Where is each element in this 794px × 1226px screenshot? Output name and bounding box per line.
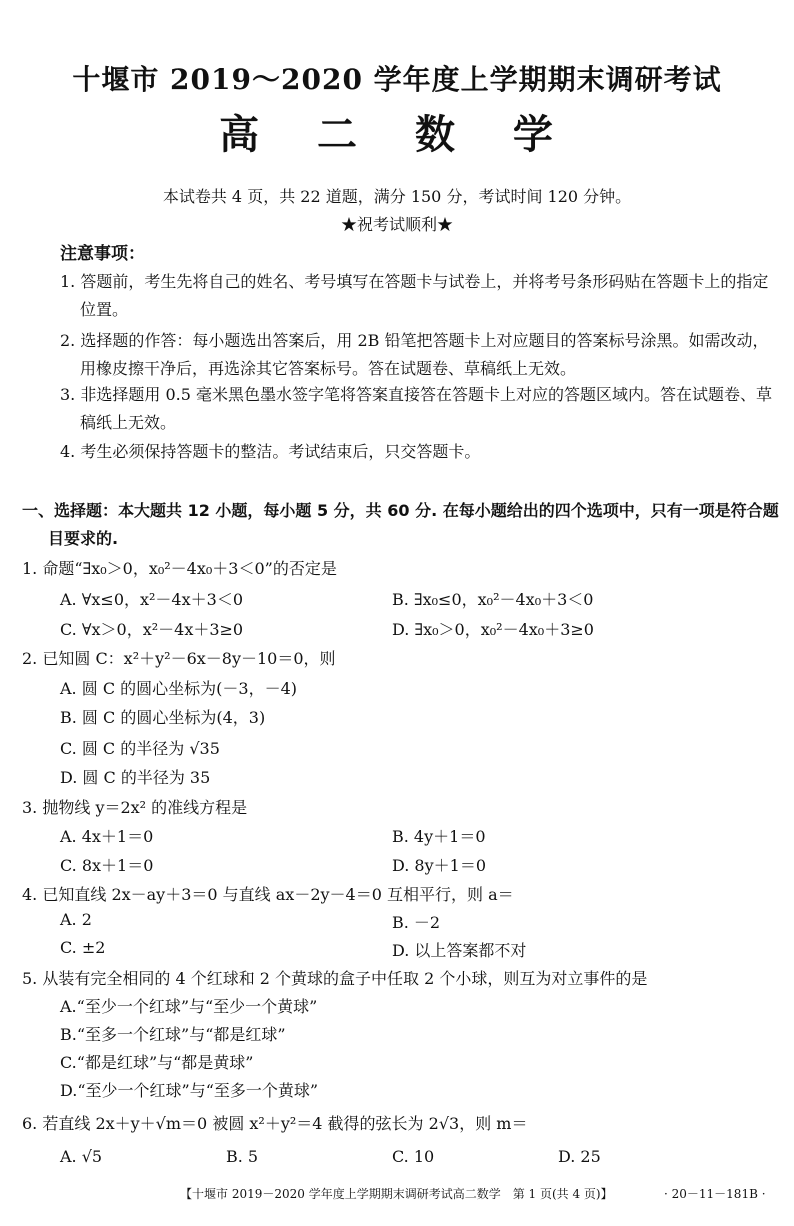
question-3-option-b: B. 4y＋1＝0: [392, 827, 486, 846]
question-4-option-c: C. ±2: [60, 938, 106, 957]
note-item-1: [60, 268, 780, 324]
question-3-option-d: D. 8y＋1＝0: [392, 856, 487, 875]
note-text: 3. 非选择题用 0.5 毫米黑色墨水签字笔将答案直接答在答题卡上对应的答题区域内。答在试题卷、草稿纸上无效。: [60, 385, 772, 432]
question-2-stem: 2. 已知圆 C：x²＋y²－6x－8y－10＝0，则: [22, 649, 336, 668]
question-5-stem: 5. 从装有完全相同的 4 个红球和 2 个黄球的盒子中任取 2 个小球，则互为对立事件的是: [22, 969, 648, 988]
question-2-option-b: B. 圆 C 的圆心坐标为(4，3): [60, 708, 266, 727]
question-5-option-c: C.“都是红球”与“都是黄球”: [60, 1053, 254, 1072]
question-5-option-a: A.“至少一个红球”与“至少一个黄球”: [60, 997, 318, 1016]
notes-heading: 注意事项：: [60, 244, 145, 264]
note-item-3: [60, 381, 780, 437]
question-5-option-d: D.“至少一个红球”与“至多一个黄球”: [60, 1081, 319, 1100]
exam-title: 十堰市 2019～2020 学年度上学期期末调研考试: [72, 63, 722, 96]
note-text: 1. 答题前，考生先将自己的姓名、考号填写在答题卡与试卷上，并将考号条形码贴在答题卡上的指定位置。: [60, 272, 769, 319]
question-4-option-a: A. 2: [60, 910, 92, 929]
footer-code: · 20－11－181B ·: [664, 1187, 766, 1201]
section-heading: [22, 497, 782, 553]
question-1-option-a: A. ∀x≤0，x²－4x＋3＜0: [60, 590, 243, 609]
question-4-option-b: B. －2: [392, 913, 441, 932]
footer-page-info: 【十堰市 2019－2020 学年度上学期期末调研考试高二数学 第 1 页(共 4 页)】: [180, 1187, 613, 1201]
question-3-option-a: A. 4x＋1＝0: [60, 827, 154, 846]
exam-info: 本试卷共 4 页，共 22 道题，满分 150 分，考试时间 120 分钟。: [162, 187, 632, 206]
note-item-2: [60, 327, 780, 383]
question-3-option-c: C. 8x＋1＝0: [60, 856, 154, 875]
question-4-stem: 4. 已知直线 2x－ay＋3＝0 与直线 ax－2y－4＝0 互相平行，则 a＝: [22, 885, 514, 904]
note-item-4: [60, 438, 780, 466]
question-1-option-c: C. ∀x＞0，x²－4x＋3≥0: [60, 620, 244, 639]
question-6-stem: 6. 若直线 2x＋y＋√m＝0 被圆 x²＋y²＝4 截得的弦长为 2√3，则 m＝: [22, 1114, 528, 1133]
note-text: 4. 考生必须保持答题卡的整洁。考试结束后，只交答题卡。: [60, 442, 481, 461]
question-1-option-b: B. ∃x₀≤0，x₀²－4x₀＋3＜0: [392, 590, 594, 609]
question-2-option-d: D. 圆 C 的半径为 35: [60, 768, 211, 787]
question-1-stem: 1. 命题“∃x₀＞0，x₀²－4x₀＋3＜0”的否定是: [22, 559, 337, 578]
question-1-option-d: D. ∃x₀＞0，x₀²－4x₀＋3≥0: [392, 620, 594, 639]
question-6-option-a: A. √5: [60, 1147, 103, 1166]
question-2-option-a: A. 圆 C 的圆心坐标为(－3，－4): [60, 679, 297, 698]
subject-title: 高 二 数 学: [219, 111, 575, 158]
question-5-option-b: B.“至多一个红球”与“都是红球”: [60, 1025, 286, 1044]
question-4-option-d: D. 以上答案都不对: [392, 941, 527, 960]
section-text: 一、选择题：本大题共 12 小题，每小题 5 分，共 60 分. 在每小题给出的四个选项中，只有一项是符合题目要求的.: [22, 501, 779, 548]
question-6-option-d: D. 25: [558, 1147, 601, 1166]
question-6-option-b: B. 5: [226, 1147, 259, 1166]
question-2-option-c: C. 圆 C 的半径为 √35: [60, 739, 220, 758]
good-luck-line: ★祝考试顺利★: [340, 215, 453, 234]
question-3-stem: 3. 抛物线 y＝2x² 的准线方程是: [22, 798, 248, 817]
question-6-option-c: C. 10: [392, 1147, 435, 1166]
note-text: 2. 选择题的作答：每小题选出答案后，用 2B 铅笔把答题卡上对应题目的答案标号涂黑。如需改动，用橡皮擦干净后，再选涂其它答案标号。答在试题卷、草稿纸上无效。: [60, 331, 769, 378]
